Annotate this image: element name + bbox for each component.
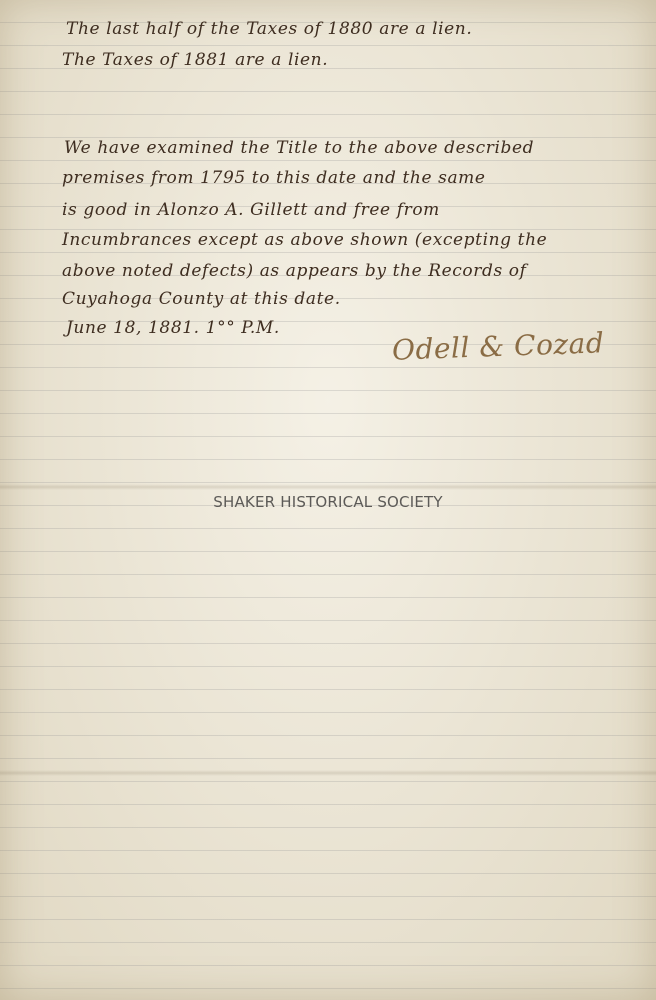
handwritten-line: The last half of the Taxes of 1880 are a lien.	[66, 19, 473, 39]
date-line: June 18, 1881. 1°° P.M.	[66, 318, 280, 338]
handwritten-line: We have examined the Title to the above described	[64, 138, 535, 158]
signature: Odell & Cozad	[391, 326, 605, 367]
paper-fold	[0, 770, 656, 776]
handwritten-line: is good in Alonzo A. Gillett and free from	[62, 200, 440, 220]
paper-fold	[0, 484, 656, 490]
handwritten-line: Cuyahoga County at this date.	[62, 289, 341, 309]
handwritten-line: above noted defects) as appears by the Records of	[62, 261, 527, 281]
handwritten-line: Incumbrances except as above shown (excepting the	[62, 230, 548, 250]
watermark: SHAKER HISTORICAL SOCIETY	[213, 493, 443, 511]
handwritten-line: premises from 1795 to this date and the same	[62, 168, 486, 188]
handwritten-line: The Taxes of 1881 are a lien.	[62, 50, 329, 70]
